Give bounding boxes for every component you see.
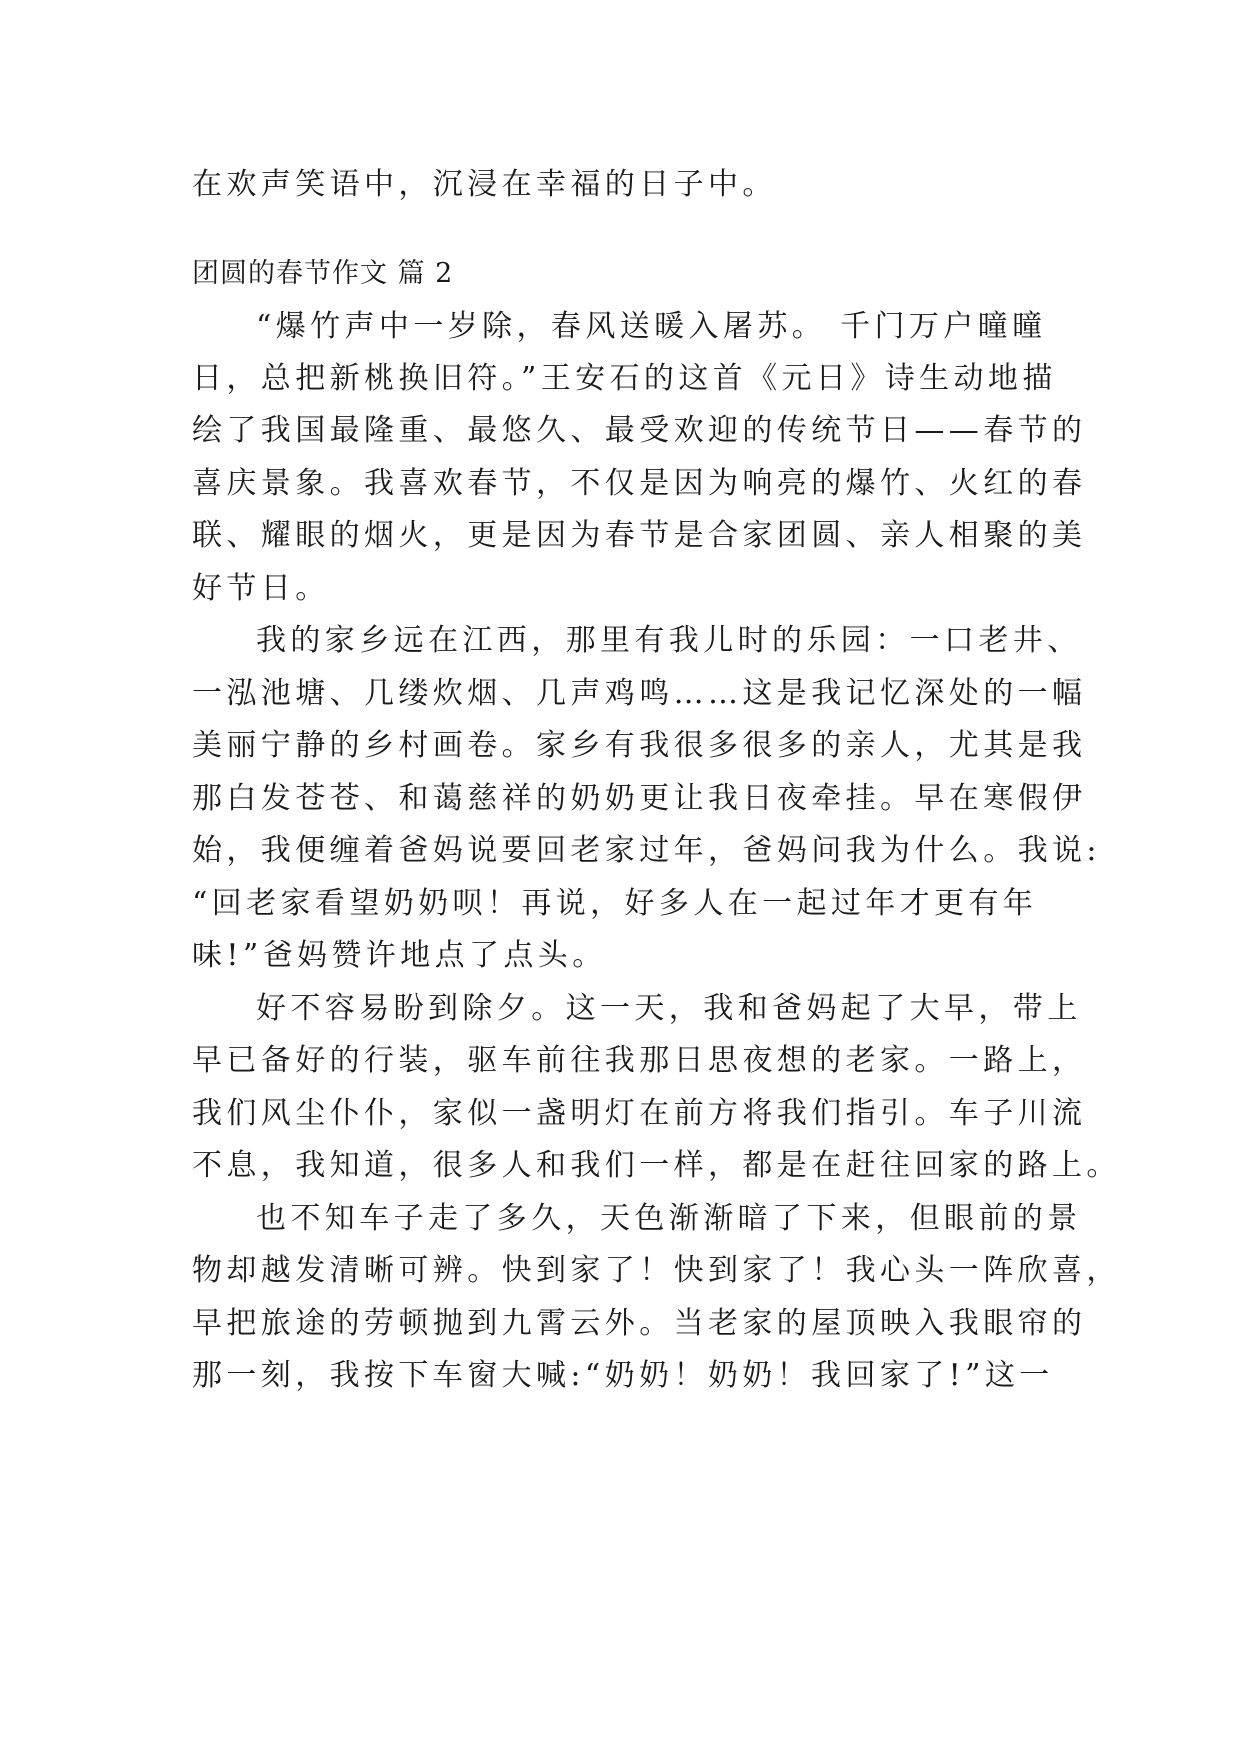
paragraph-line: 不息，我知道，很多人和我们一样，都是在赶往回家的路上。	[192, 1148, 1121, 1183]
paragraph-line: 我的家乡远在江西，那里有我儿时的乐园：一口老井、	[256, 623, 1082, 658]
paragraph-line: 喜庆景象。我喜欢春节，不仅是因为响亮的爆竹、火红的春	[192, 466, 1087, 501]
paragraph-line: “回老家看望奶奶呗！再说，好多人在一起过年才更有年	[192, 886, 1038, 921]
paragraph-line: 那一刻，我按下车窗大喊:“奶奶！奶奶！我回家了!”这一	[192, 1358, 1054, 1393]
paragraph-line: 联、耀眼的烟火，更是因为春节是合家团圆、亲人相聚的美	[192, 518, 1087, 553]
paragraph-line: 那白发苍苍、和蔼慈祥的奶奶更让我日夜牵挂。早在寒假伊	[192, 781, 1087, 816]
paragraph-line: 好不容易盼到除夕。这一天，我和爸妈起了大早，带上	[256, 991, 1082, 1026]
paragraph-line: 好节日。	[192, 571, 330, 606]
paragraph-line: 美丽宁静的乡村画卷。家乡有我很多很多的亲人，尤其是我	[192, 728, 1087, 763]
paragraph-line: 始，我便缠着爸妈说要回老家过年，爸妈问我为什么。我说:	[192, 833, 1101, 868]
paragraph-line: 也不知车子走了多久，天色渐渐暗了下来，但眼前的景	[256, 1201, 1082, 1236]
paragraph-line: “爆竹声中一岁除，春风送暖入屠苏。 千门万户曈曈	[256, 309, 1047, 344]
paragraph-line: 我们风尘仆仆，家似一盏明灯在前方将我们指引。车子川流	[192, 1096, 1087, 1131]
paragraph-line: 绘了我国最隆重、最悠久、最受欢迎的传统节日——春节的	[192, 413, 1087, 448]
paragraph-line: 一泓池塘、几缕炊烟、几声鸡鸣……这是我记忆深处的一幅	[192, 676, 1087, 711]
paragraph-line: 早把旅途的劳顿抛到九霄云外。当老家的屋顶映入我眼帘的	[192, 1306, 1087, 1341]
paragraph-line: 日，总把新桃换旧符。”王安石的这首《元日》诗生动地描	[192, 361, 1057, 396]
paragraph-line: 物却越发清晰可辨。快到家了！快到家了！我心头一阵欣喜，	[192, 1253, 1121, 1288]
section-heading: 团圆的春节作文 篇 2	[192, 258, 454, 289]
paragraph-line: 味!”爸妈赞许地点了点头。	[192, 938, 607, 973]
carryover-line: 在欢声笑语中，沉浸在幸福的日子中。	[192, 167, 777, 202]
paragraph-line: 早已备好的行装，驱车前往我那日思夜想的老家。一路上，	[192, 1043, 1087, 1078]
